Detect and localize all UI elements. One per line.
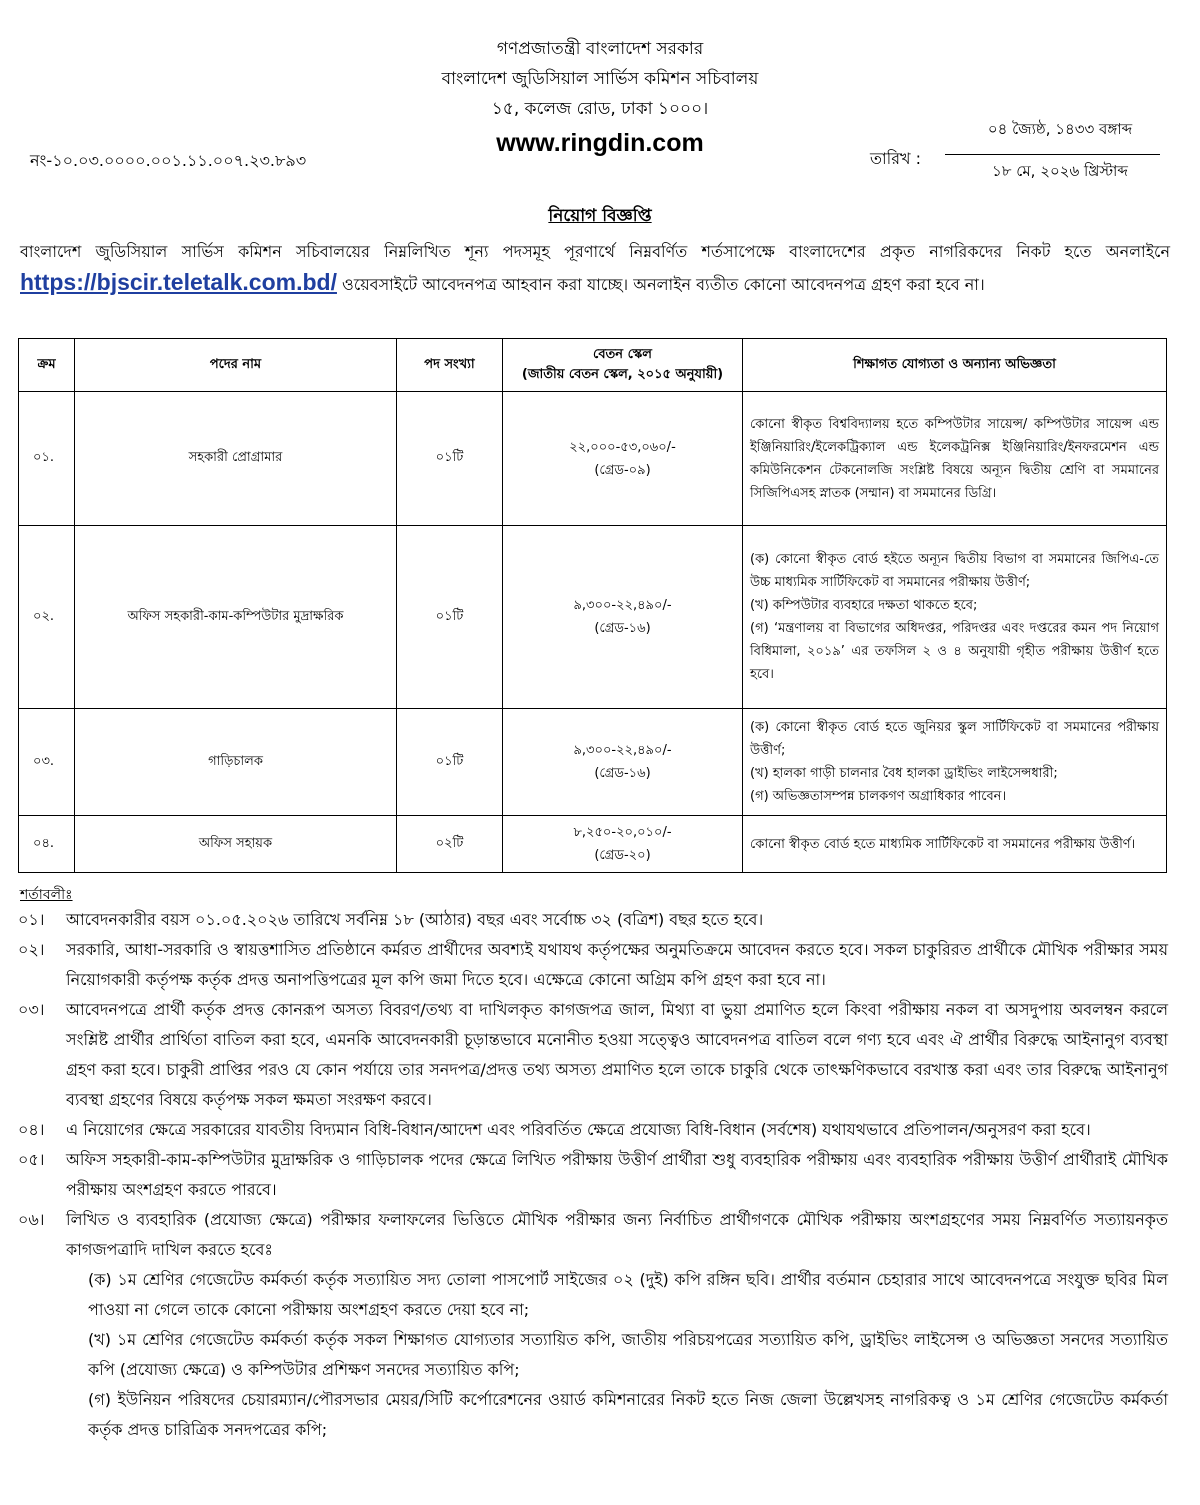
row-count: ০১টি (397, 392, 503, 526)
government-name: গণপ্রজাতন্ত্রী বাংলাদেশ সরকার (496, 39, 704, 59)
qualification-item: (গ) অভিজ্ঞতাসম্পন্ন চালকগণ অগ্রাধিকার পাবেন। (750, 789, 1007, 804)
conditions-title: শর্তাবলীঃ (20, 887, 73, 903)
intro-paragraph (20, 236, 1170, 300)
condition-number: ০৩। (18, 1000, 45, 1019)
row-pay (503, 709, 743, 816)
condition-item (18, 1115, 1168, 1145)
condition-text: আবেদনকারীর বয়স ০১.০৫.২০২৬ তারিখে সর্বনিম্ন ১৮ (আঠার) বছর এবং সর্বোচ্চ ৩২ (বত্রিশ) বছর হতে হবে। (66, 910, 764, 929)
date-english: ১৮ মে, ২০২৬ খ্রিস্টাব্দ (992, 162, 1128, 180)
header-post: পদের নাম (75, 339, 397, 392)
header-pay-line1: বেতন স্কেল (593, 347, 652, 362)
header-serial: ক্রম (19, 339, 75, 392)
condition-text: অফিস সহকারী-কাম-কম্পিউটার মুদ্রাক্ষরিক ও গাড়িচালক পদের ক্ষেত্রে লিখিত পরীক্ষায় উত্তীর্ণ প্রার্থীরা শুধু ব্যবহারিক পরীক্ষায় এবং ব্যবহারিক পরীক্ষায় উত্তীর্ণ প্রার্থীরাই মৌখিক পরীক্ষায় অংশগ্রহণ করতে পারবে। (66, 1150, 1168, 1199)
pay-range: ৯,৩০০-২২,৪৯০/- (573, 743, 672, 758)
condition-item (18, 995, 1168, 1115)
date-label: তারিখ : (870, 149, 922, 168)
condition-number: ০৫। (18, 1150, 45, 1169)
condition-text: সরকারি, আধা-সরকারি ও স্বায়ত্তশাসিত প্রতিষ্ঠানে কর্মরত প্রার্থীদের অবশ্যই যথাযথ কর্তৃপক্ষের অনুমতিক্রমে আবেদন করতে হবে। সকল চাকুরিরত প্রার্থীকে মৌখিক পরীক্ষার সময় নিয়োগকারী কর্তৃপক্ষ কর্তৃক প্রদত্ত অনাপত্তিপত্রের মূল কপি জমা দিতে হবে। এক্ষেত্রে কোনো অগ্রিম কপি গ্রহণ করা হবে না। (66, 940, 1168, 989)
condition-text: আবেদনপত্রে প্রার্থী কর্তৃক প্রদত্ত কোনরূপ অসত্য বিবরণ/তথ্য বা দাখিলকৃত কাগজপত্র জাল, মিথ্যা বা ভুয়া প্রমাণিত হলে কিংবা পরীক্ষায় নকল বা অসদুপায় অবলম্বন করলে সংশ্লিষ্ট প্রার্থীর প্রার্থিতা বাতিল করা হবে, এমনকি আবেদনকারী চূড়ান্তভাবে মনোনীত হওয়া সত্ত্বেও আবেদনপত্র বাতিল বলে গণ্য হবে এবং ঐ প্রার্থীর বিরুদ্ধে আইনানুগ ব্যবস্থা গ্রহণ করা হবে। চাকুরী প্রাপ্তির পরও যে কোন পর্যায়ে তার সনদপত্র/প্রদত্ত তথ্য অসত্য প্রমাণিত হলে তাকে চাকুরি থেকে তাৎক্ষণিকভাবে বরখাস্ত করা এবং তার বিরুদ্ধে আইনানুগ ব্যবস্থা গ্রহণের বিষয়ে কর্তৃপক্ষ সকল ক্ষমতা সংরক্ষণ করবে। (66, 1000, 1168, 1109)
row-post: অফিস সহকারী-কাম-কম্পিউটার মুদ্রাক্ষরিক (75, 526, 397, 709)
row-count: ০১টি (397, 526, 503, 709)
notice-title (0, 203, 1200, 231)
row-pay (503, 392, 743, 526)
condition-item (18, 905, 1168, 935)
table-row (19, 709, 1167, 816)
pay-range: ৯,৩০০-২২,৪৯০/- (573, 598, 672, 613)
intro-text-1: বাংলাদেশ জুডিসিয়াল সার্ভিস কমিশন সচিবালয়ের নিম্নলিখিত শূন্য পদসমূহ পূরণার্থে নিম্নবর্ণিত শর্তসাপেক্ষে বাংলাদেশের প্রকৃত নাগরিকদের নিকট হতে অনলাইনে (20, 242, 1170, 261)
header-qualification: শিক্ষাগত যোগ্যতা ও অন্যান্য অভিজ্ঞতা (743, 339, 1167, 392)
header-pay-line2: (জাতীয় বেতন স্কেল, ২০১৫ অনুযায়ী) (521, 367, 724, 382)
condition-text: এ নিয়োগের ক্ষেত্রে সরকারের যাবতীয় বিদ্যমান বিধি-বিধান/আদেশ এবং পরিবর্তিত ক্ষেত্রে প্রযোজ্য বিধি-বিধান (সর্বশেষ) যথাযথভাবে প্রতিপালন/অনুসরণ করা হবে। (66, 1120, 1091, 1139)
pay-grade: (গ্রেড-২০) (594, 848, 651, 863)
pay-grade: (গ্রেড-১৬) (594, 621, 651, 636)
qualification-item: (গ) ‘মন্ত্রণালয় বা বিভাগের অধিদপ্তর, পরিদপ্তর এবং দপ্তরের কমন পদ নিয়োগ বিধিমালা, ২০১৯’ এর তফসিল ২ ও ৪ অনুযায়ী গৃহীত পরীক্ষায় উত্তীর্ণ হতে হবে। (750, 621, 1159, 682)
table-row (19, 392, 1167, 526)
row-qualification (743, 526, 1167, 709)
condition-item (18, 935, 1168, 995)
table-row (19, 816, 1167, 873)
row-pay (503, 816, 743, 873)
office-address: ১৫, কলেজ রোড, ঢাকা ১০০০। (491, 99, 709, 119)
table-header-row (19, 339, 1167, 392)
posts-table (18, 338, 1167, 873)
header-count: পদ সংখ্যা (397, 339, 503, 392)
row-serial: ০৪. (19, 816, 75, 873)
condition-number: ০৪। (18, 1120, 45, 1139)
row-post: সহকারী প্রোগ্রামার (75, 392, 397, 526)
row-post: অফিস সহায়ক (75, 816, 397, 873)
row-serial: ০২. (19, 526, 75, 709)
qualification-item: (খ) হালকা গাড়ী চালনার বৈধ হালকা ড্রাইভিং লাইসেন্সধারী; (750, 766, 1058, 781)
application-link[interactable]: https://bjscir.teletalk.com.bd/ (20, 269, 337, 295)
row-pay (503, 526, 743, 709)
notice-title-text: নিয়োগ বিজ্ঞপ্তি (548, 206, 652, 226)
row-qualification (743, 392, 1167, 526)
row-qualification (743, 709, 1167, 816)
qualification-item: কোনো স্বীকৃত বোর্ড হতে মাধ্যমিক সার্টিফিকেট বা সমমানের পরীক্ষায় উত্তীর্ণ। (750, 836, 1136, 852)
condition-item (18, 1145, 1168, 1205)
row-serial: ০৩. (19, 709, 75, 816)
condition-item (18, 1205, 1168, 1265)
document-sub-item: (খ) ১ম শ্রেণির গেজেটেড কর্মকর্তা কর্তৃক সকল শিক্ষাগত যোগ্যতার সত্যায়িত কপি, জাতীয় পরিচয়পত্রের সত্যায়িত কপি, ড্রাইভিং লাইসেন্স ও অভিজ্ঞতা সনদের সত্যায়িত কপি (প্রযোজ্য ক্ষেত্রে) ও কম্পিউটার প্রশিক্ষণ সনদের সত্যায়িত কপি; (88, 1330, 1168, 1379)
pay-range: ২২,০০০-৫৩,০৬০/- (569, 439, 676, 455)
office-name: বাংলাদেশ জুডিসিয়াল সার্ভিস কমিশন সচিবালয় (441, 69, 759, 89)
qualification-item: (খ) কম্পিউটার ব্যবহারে দক্ষতা থাকতে হবে; (750, 598, 978, 613)
intro-text-2: ওয়েবসাইটে আবেদনপত্র আহবান করা যাচ্ছে। অনলাইন ব্যতীত কোনো আবেদনপত্র গ্রহণ করা হবে না। (336, 275, 985, 294)
condition-number: ০১। (18, 910, 45, 929)
pay-grade: (গ্রেড-১৬) (594, 766, 651, 781)
condition-number: ০২। (18, 940, 45, 959)
row-count: ০২টি (397, 816, 503, 873)
header-pay (503, 339, 743, 392)
pay-grade: (গ্রেড-০৯) (594, 462, 651, 478)
condition-text: লিখিত ও ব্যবহারিক (প্রযোজ্য ক্ষেত্রে) পরীক্ষার ফলাফলের ভিত্তিতে মৌখিক পরীক্ষার জন্য নির্বাচিত প্রার্থীগণকে মৌখিক পরীক্ষায় অংশগ্রহণের সময় নিম্নবর্ণিত সত্যায়নকৃত কাগজপত্রাদি দাখিল করতে হবেঃ (66, 1210, 1168, 1259)
qualification-item: (ক) কোনো স্বীকৃত বোর্ড হইতে অন্যূন দ্বিতীয় বিভাগ বা সমমানের জিপিএ-তে উচ্চ মাধ্যমিক সার্টিফিকেট বা সমমানের পরীক্ষায় উত্তীর্ণ; (750, 552, 1159, 590)
row-serial: ০১. (19, 392, 75, 526)
qualification-item: (ক) কোনো স্বীকৃত বোর্ড হতে জুনিয়র স্কুল সার্টিফিকেট বা সমমানের পরীক্ষায় উত্তীর্ণ; (750, 720, 1159, 758)
pay-range: ৮,২৫০-২০,০১০/- (573, 825, 672, 840)
memo-number: নং-১০.০৩.০০০০.০০১.১১.০০৭.২৩.৮৯৩ (30, 151, 307, 170)
table-row (19, 526, 1167, 709)
row-post: গাড়িচালক (75, 709, 397, 816)
date-block (870, 118, 1160, 188)
condition-number: ০৬। (18, 1210, 45, 1229)
date-bangla: ০৪ জ্যৈষ্ঠ, ১৪৩৩ বঙ্গাব্দ (987, 120, 1133, 138)
document-sub-item: (গ) ইউনিয়ন পরিষদের চেয়ারম্যান/পৌরসভার মেয়র/সিটি কর্পোরেশনের ওয়ার্ড কমিশনারের নিকট হতে নিজ জেলা উল্লেখসহ নাগরিকত্ব ও ১ম শ্রেণির গেজেটেড কর্মকর্তা কর্তৃক প্রদত্ত চারিত্রিক সনদপত্রের কপি; (88, 1390, 1168, 1439)
conditions-list (18, 905, 1168, 1445)
row-qualification (743, 816, 1167, 873)
website-watermark: www.ringdin.com (496, 129, 704, 157)
date-divider (945, 154, 1160, 155)
document-sub-item: (ক) ১ম শ্রেণির গেজেটেড কর্মকর্তা কর্তৃক সত্যায়িত সদ্য তোলা পাসপোর্ট সাইজের ০২ (দুই) কপি রঙ্গিন ছবি। প্রার্থীর বর্তমান চেহারার সাথে আবেদনপত্রে সংযুক্ত ছবির মিল পাওয়া না গেলে তাকে কোনো পরীক্ষায় অংশগ্রহণ করতে দেয়া হবে না; (88, 1270, 1168, 1319)
qualification-item: কোনো স্বীকৃত বিশ্ববিদ্যালয় হতে কম্পিউটার সায়েন্স/ কম্পিউটার সায়েন্স এন্ড ইঞ্জিনিয়ারিং/ইলেকট্রিক্যাল এন্ড ইলেকট্রনিক্স ইঞ্জিনিয়ারিং/ইনফরমেশন এন্ড কমিউনিকেশন টেকনোলজি সংশ্লিষ্ট বিষয়ে অন্যূন দ্বিতীয় শ্রেণি বা সমমানের সিজিপিএসহ স্নাতক (সম্মান) বা সমমানের ডিগ্রি। (750, 416, 1159, 501)
row-count: ০১টি (397, 709, 503, 816)
